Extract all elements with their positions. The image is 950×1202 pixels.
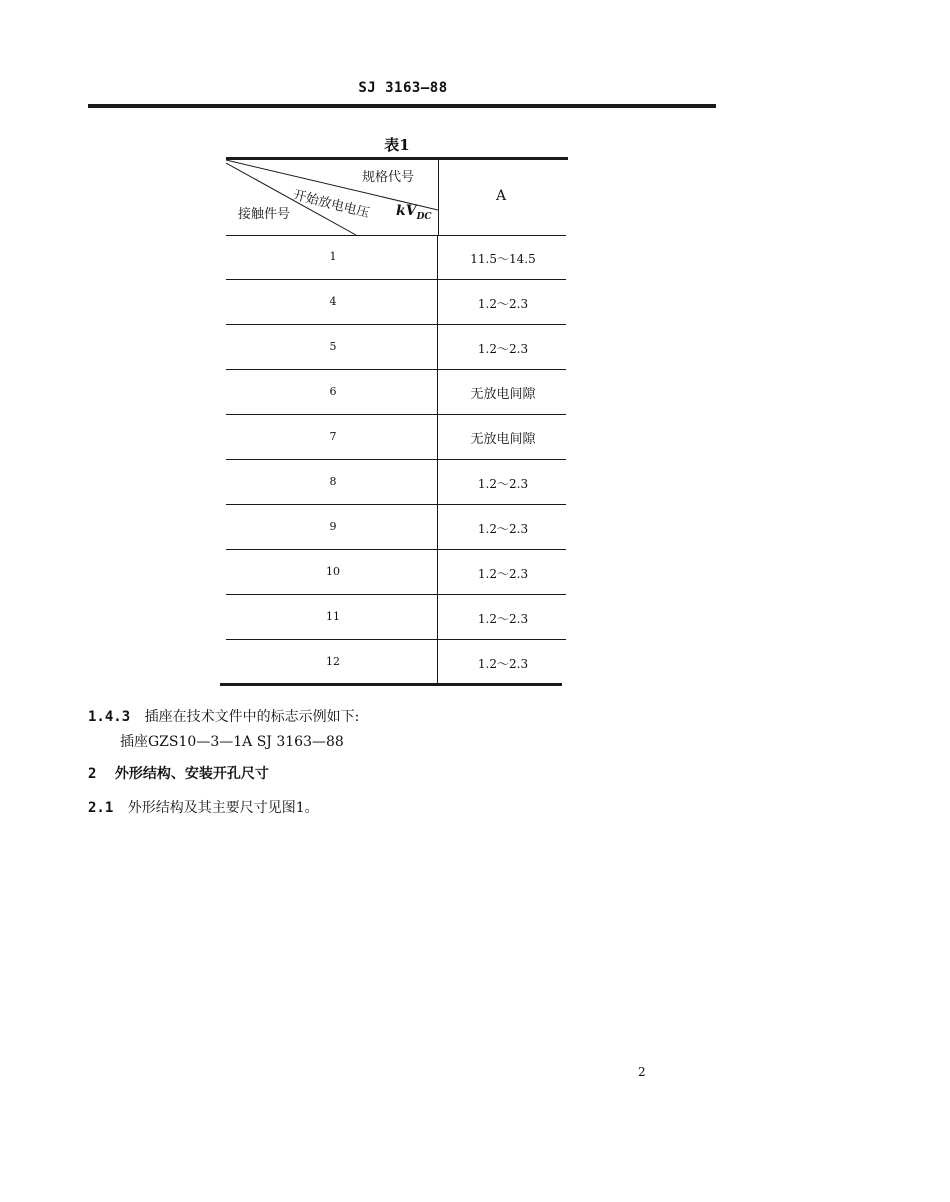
section-number: 1.4.3 <box>88 709 131 725</box>
row-rule <box>226 279 566 280</box>
row-rule <box>226 504 566 505</box>
document-header-title: SJ 3163—88 <box>358 80 448 96</box>
table-row-value: 无放电间隙 <box>470 432 536 447</box>
section-text: 插座在技术文件中的标志示例如下: <box>144 709 360 725</box>
row-rule <box>226 459 566 460</box>
header-unit-main: kV <box>396 203 417 219</box>
table-caption: 表1 <box>384 136 410 154</box>
header-unit-label <box>396 203 432 222</box>
section-text: 外形结构及其主要尺寸见图1。 <box>127 800 319 816</box>
header-rule <box>88 104 716 108</box>
header-column-a: A <box>495 188 507 204</box>
table-row-value: 1.2～2.3 <box>477 657 529 671</box>
table-row-contact: 6 <box>329 385 337 398</box>
section-number: 2.1 <box>88 800 114 816</box>
table-row-value: 1.2～2.3 <box>477 477 529 491</box>
header-spec-label: 规格代号 <box>362 170 415 185</box>
table-row-contact: 4 <box>329 295 337 308</box>
row-rule <box>226 414 566 415</box>
table-row-contact: 8 <box>329 475 337 488</box>
table-row-contact: 9 <box>329 520 337 533</box>
table-row-value: 1.2～2.3 <box>477 342 529 356</box>
section-number: 2 <box>88 766 97 782</box>
table-row-contact: 11 <box>326 610 340 623</box>
table-row-contact: 5 <box>329 340 337 353</box>
header-unit-sub: DC <box>416 211 432 222</box>
table-row-contact: 12 <box>326 655 340 668</box>
table-row-value: 1.2～2.3 <box>477 612 529 626</box>
table-row-value: 11.5～14.5 <box>470 252 536 266</box>
row-rule <box>226 639 566 640</box>
row-rule <box>226 594 566 595</box>
table-bottom-rule <box>220 683 562 686</box>
section-1-4-3 <box>88 706 359 726</box>
row-rule <box>226 549 566 550</box>
table-row-contact: 1 <box>329 250 337 263</box>
table-row-contact: 7 <box>329 430 337 443</box>
table-row-value: 1.2～2.3 <box>477 522 529 536</box>
header-voltage-label: 开始放电电压 <box>291 187 371 222</box>
marking-example: 插座GZS10—3—1A SJ 3163—88 <box>120 734 344 750</box>
table-row-contact: 10 <box>326 565 340 578</box>
table-row-value: 无放电间隙 <box>470 387 536 402</box>
section-heading-text: 外形结构、安装开孔尺寸 <box>114 766 269 782</box>
row-rule <box>226 235 566 236</box>
page-number: 2 <box>638 1065 646 1079</box>
section-2-1 <box>88 797 319 817</box>
row-rule <box>226 369 566 370</box>
header-contact-label: 接触件号 <box>238 207 291 222</box>
section-2-heading <box>88 763 269 783</box>
row-rule <box>226 324 566 325</box>
table-row-value: 1.2～2.3 <box>477 567 529 581</box>
table-row-value: 1.2～2.3 <box>477 297 529 311</box>
